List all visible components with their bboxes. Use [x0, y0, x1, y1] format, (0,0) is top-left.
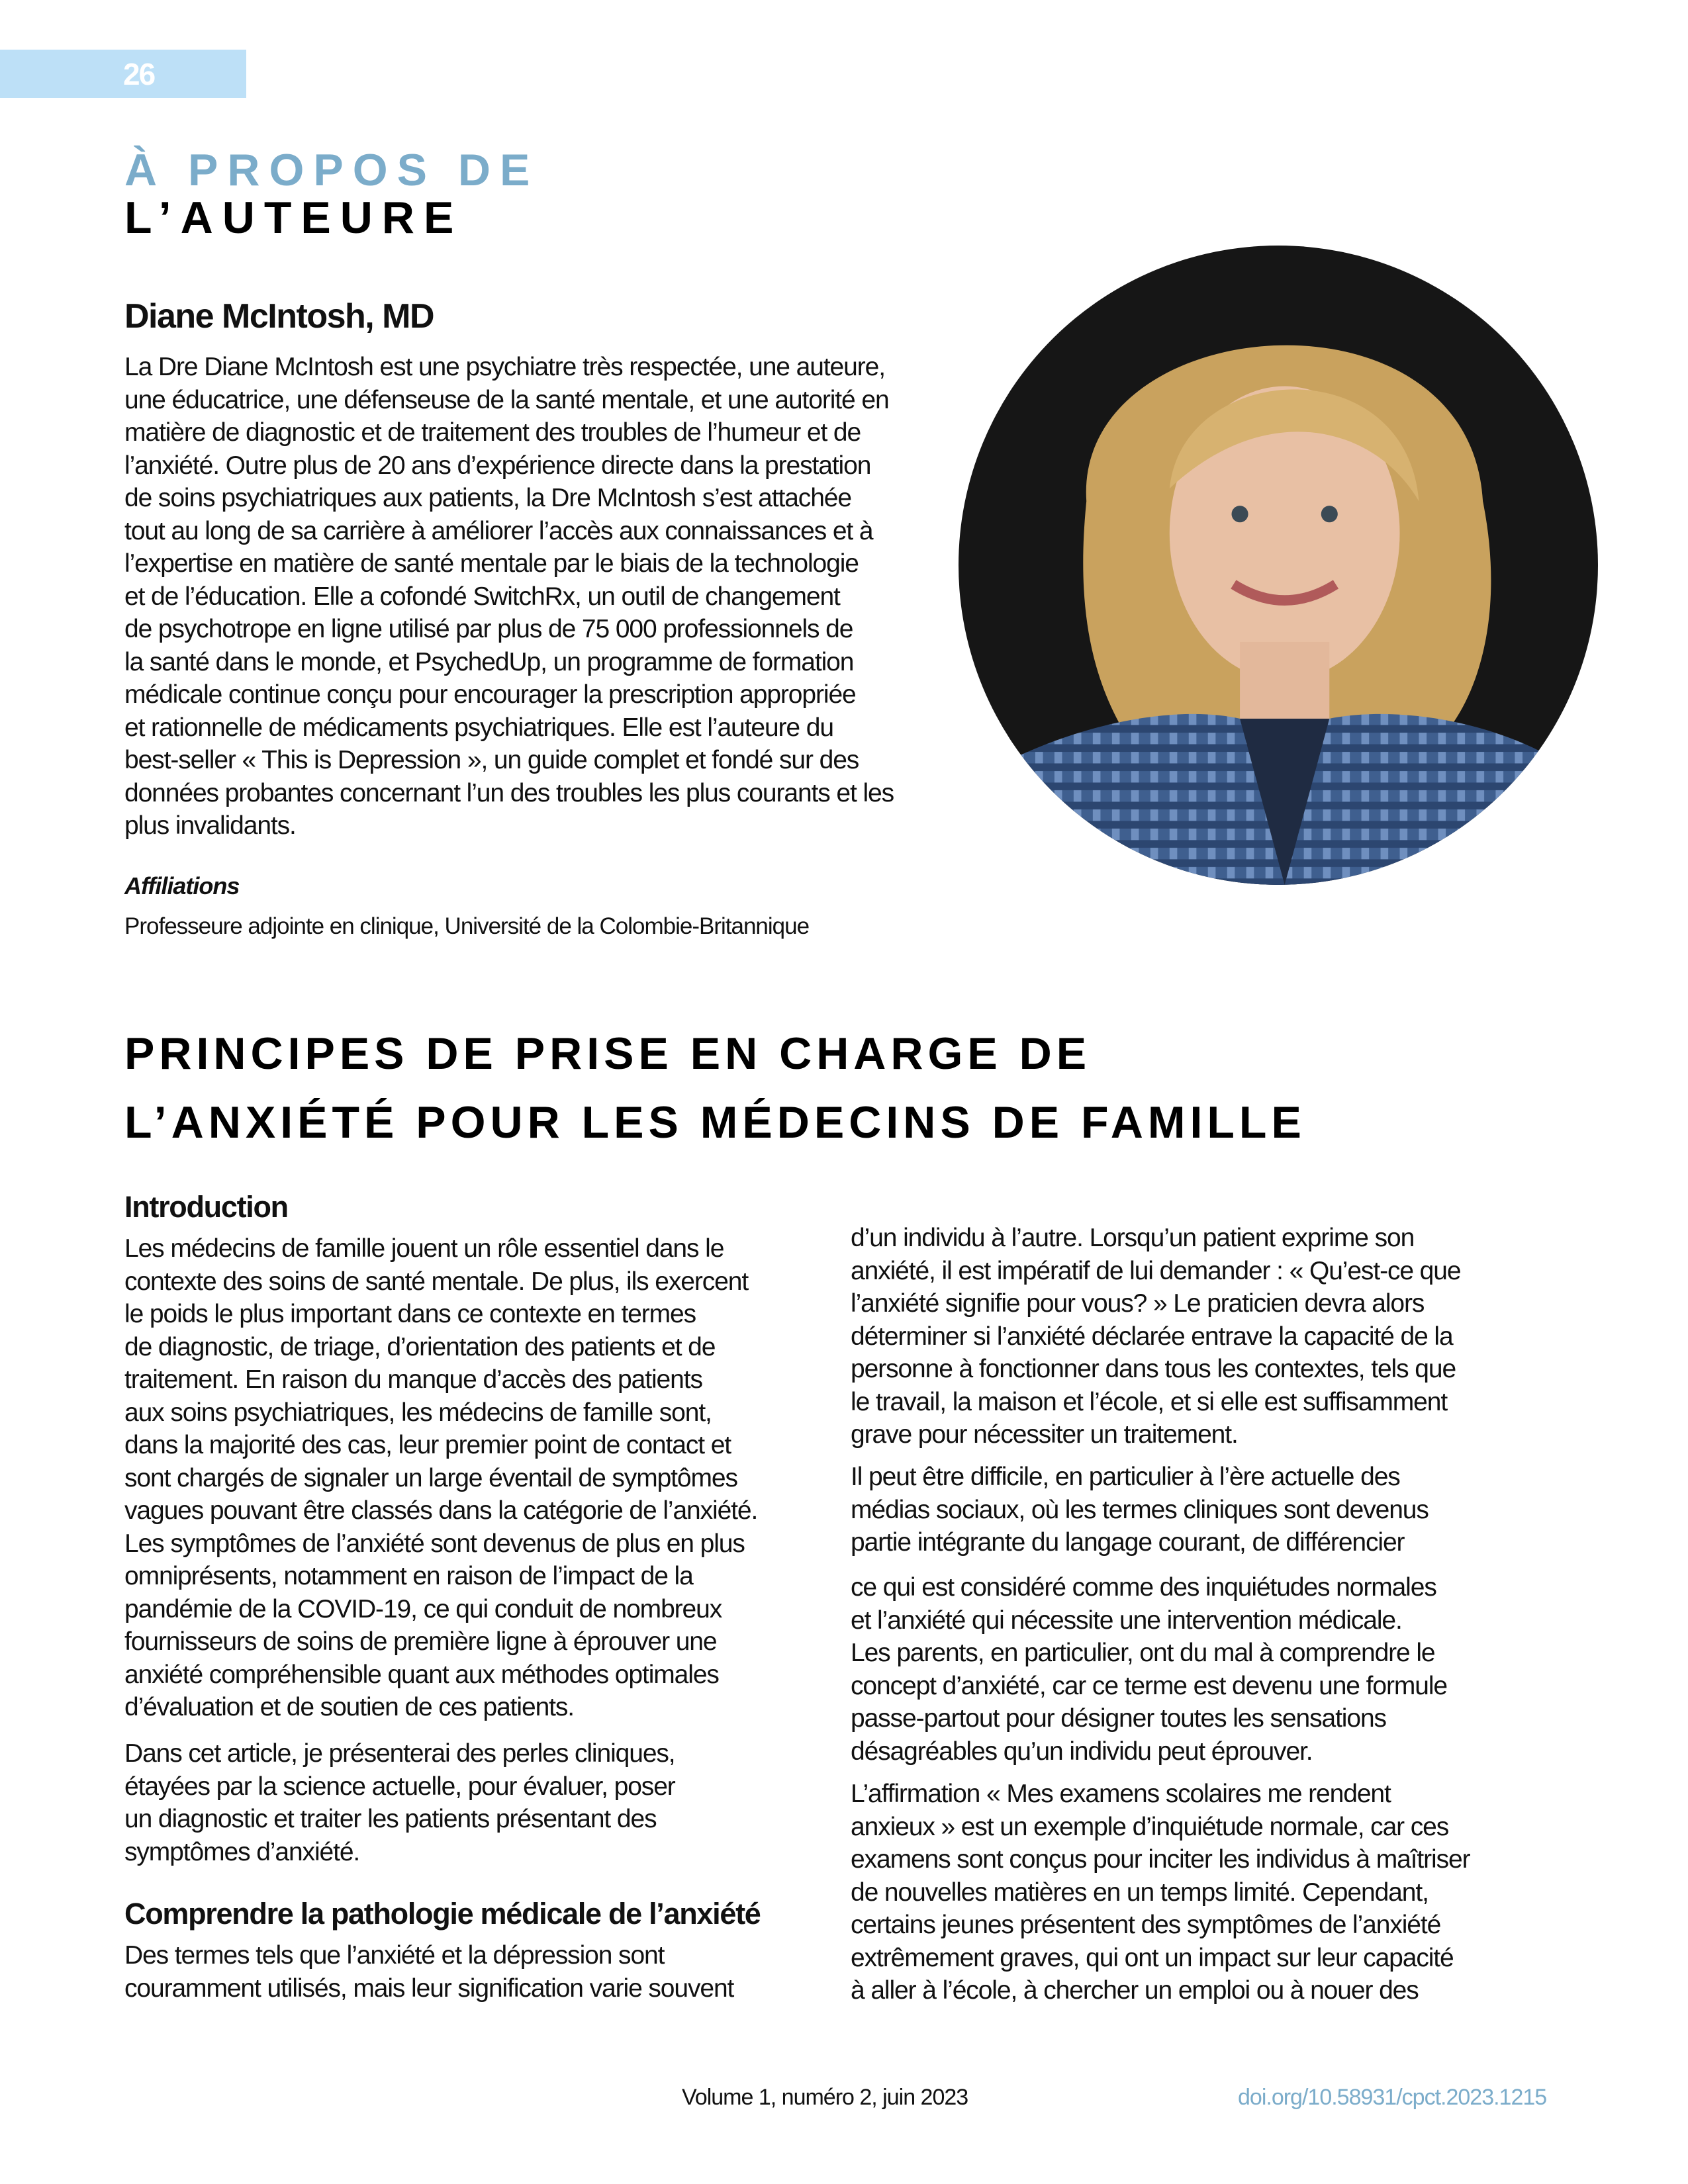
- left-paragraph-1: [124, 1232, 757, 1724]
- page-number: 26: [123, 57, 155, 91]
- text-line: à aller à l’école, à chercher un emploi ou à nouer des: [851, 1976, 1419, 2005]
- text-line: une éducatrice, une défenseuse de la santé mentale, et une autorité en: [124, 385, 889, 414]
- text-line: omniprésents, notamment en raison de l’impact de la: [124, 1562, 693, 1590]
- subheading: Comprendre la pathologie médicale de l’anxiété: [124, 1897, 761, 1931]
- affiliations-text: Professeure adjointe en clinique, Université de la Colombie-Britannique: [124, 913, 810, 939]
- text-line: pandémie de la COVID-19, ce qui conduit de nombreux: [124, 1594, 722, 1623]
- text-line: de nouvelles matières en un temps limité. Cependant,: [851, 1878, 1429, 1907]
- affiliations-label: Affiliations: [124, 872, 240, 899]
- text-line: Les symptômes de l’anxiété sont devenus de plus en plus: [124, 1529, 745, 1558]
- left-paragraph-3: [124, 1939, 733, 2005]
- text-line: best-seller « This is Depression », un guide complet et fondé sur des: [124, 746, 859, 774]
- intro-heading: Introduction: [124, 1190, 288, 1224]
- text-line: symptômes d’anxiété.: [124, 1837, 360, 1866]
- text-line: matière de diagnostic et de traitement des troubles de l’humeur et de: [124, 418, 861, 447]
- text-line: couramment utilisés, mais leur signification varie souvent: [124, 1974, 734, 2003]
- right-paragraph-1: [851, 1222, 1460, 1451]
- right-paragraph-4: [851, 1778, 1470, 2007]
- text-line: déterminer si l’anxiété déclarée entrave la capacité de la: [851, 1322, 1453, 1351]
- text-line: l’anxiété signifie pour vous? » Le praticien devra alors: [851, 1289, 1425, 1318]
- text-line: et de l’éducation. Elle a cofondé SwitchRx, un outil de changement: [124, 582, 840, 611]
- text-line: l’expertise en matière de santé mentale par le biais de la technologie: [124, 549, 859, 578]
- text-line: Les médecins de famille jouent un rôle essentiel dans le: [124, 1234, 724, 1263]
- text-line: Les parents, en particulier, ont du mal à comprendre le: [851, 1639, 1435, 1667]
- text-line: d’un individu à l’autre. Lorsqu’un patient exprime son: [851, 1224, 1415, 1252]
- text-line: L’affirmation « Mes examens scolaires me rendent: [851, 1780, 1391, 1808]
- text-line: vagues pouvant être classés dans la catégorie de l’anxiété.: [124, 1496, 758, 1525]
- text-line: médias sociaux, où les termes cliniques sont devenus: [851, 1495, 1429, 1524]
- text-line: dans la majorité des cas, leur premier point de contact et: [124, 1431, 731, 1459]
- text-line: examens sont conçus pour inciter les individus à maîtriser: [851, 1845, 1470, 1874]
- text-line: le travail, la maison et l’école, et si elle est suffisamment: [851, 1387, 1448, 1416]
- section-heading-line2: L’AUTEURE: [124, 193, 463, 243]
- text-line: médicale continue conçu pour encourager la prescription appropriée: [124, 680, 856, 709]
- text-line: ce qui est considéré comme des inquiétudes normales: [851, 1573, 1436, 1602]
- text-line: La Dre Diane McIntosh est une psychiatre très respectée, une auteure,: [124, 353, 885, 381]
- text-line: partie intégrante du langage courant, de différencier: [851, 1528, 1405, 1557]
- text-line: et rationnelle de médicaments psychiatriques. Elle est l’auteure du: [124, 713, 833, 742]
- author-name: Diane McIntosh, MD: [124, 297, 434, 336]
- text-line: plus invalidants.: [124, 811, 296, 840]
- text-line: concept d’anxiété, car ce terme est devenu une formule: [851, 1671, 1447, 1700]
- right-paragraph-2: [851, 1461, 1429, 1559]
- text-line: étayées par la science actuelle, pour évaluer, poser: [124, 1772, 675, 1801]
- left-paragraph-2: [124, 1737, 675, 1868]
- text-line: et l’anxiété qui nécessite une intervention médicale.: [851, 1606, 1402, 1635]
- text-line: la santé dans le monde, et PsychedUp, un programme de formation: [124, 647, 854, 676]
- text-line: traitement. En raison du manque d’accès des patients: [124, 1365, 702, 1394]
- text-line: grave pour nécessiter un traitement.: [851, 1420, 1238, 1449]
- text-line: aux soins psychiatriques, les médecins de famille sont,: [124, 1398, 712, 1427]
- text-line: données probantes concernant l’un des troubles les plus courants et les: [124, 778, 894, 807]
- text-line: contexte des soins de santé mentale. De plus, ils exercent: [124, 1267, 749, 1296]
- right-paragraph-3: [851, 1571, 1447, 1768]
- text-line: sont chargés de signaler un large éventail de symptômes: [124, 1463, 737, 1492]
- author-photo: [959, 246, 1598, 885]
- section-heading-line1: À PROPOS DE: [124, 145, 539, 195]
- text-line: de soins psychiatriques aux patients, la Dre McIntosh s’est attachée: [124, 484, 851, 512]
- article-title: [124, 1019, 1568, 1157]
- text-line: de diagnostic, de triage, d’orientation des patients et de: [124, 1332, 716, 1361]
- text-line: Il peut être difficile, en particulier à l’ère actuelle des: [851, 1463, 1400, 1491]
- text-line: passe-partout pour désigner toutes les sensations: [851, 1704, 1386, 1733]
- text-line: le poids le plus important dans ce contexte en termes: [124, 1300, 696, 1328]
- text-line: de psychotrope en ligne utilisé par plus de 75 000 professionnels de: [124, 615, 853, 643]
- text-line: fournisseurs de soins de première ligne à éprouver une: [124, 1627, 717, 1656]
- text-line: tout au long de sa carrière à améliorer l’accès aux connaissances et à: [124, 516, 873, 545]
- text-line: anxiété compréhensible quant aux méthodes optimales: [124, 1660, 719, 1689]
- text-line: désagréables qu’un individu peut éprouver.: [851, 1737, 1313, 1766]
- page-number-tab: [0, 50, 246, 98]
- text-line: anxiété, il est impératif de lui demander : « Qu’est-ce que: [851, 1256, 1461, 1285]
- text-line: d’évaluation et de soutien de ces patients.: [124, 1693, 575, 1721]
- article-title-line2: L’ANXIÉTÉ POUR LES MÉDECINS DE FAMILLE: [124, 1097, 1306, 1148]
- footer-issue: Volume 1, numéro 2, juin 2023: [682, 2085, 968, 2110]
- text-line: anxieux » est un exemple d’inquiétude normale, car ces: [851, 1812, 1449, 1841]
- text-line: l’anxiété. Outre plus de 20 ans d’expérience directe dans la prestation: [124, 451, 871, 480]
- text-line: Des termes tels que l’anxiété et la dépression sont: [124, 1941, 665, 1970]
- footer-doi-link[interactable]: doi.org/10.58931/cpct.2023.1215: [1238, 2085, 1547, 2110]
- article-title-line1: PRINCIPES DE PRISE EN CHARGE DE: [124, 1028, 1092, 1079]
- text-line: personne à fonctionner dans tous les contextes, tels que: [851, 1355, 1456, 1383]
- author-bio: [124, 351, 894, 842]
- text-line: Dans cet article, je présenterai des perles cliniques,: [124, 1739, 675, 1768]
- text-line: certains jeunes présentent des symptômes de l’anxiété: [851, 1911, 1441, 1939]
- text-line: extrêmement graves, qui ont un impact sur leur capacité: [851, 1943, 1454, 1972]
- text-line: un diagnostic et traiter les patients présentant des: [124, 1805, 657, 1833]
